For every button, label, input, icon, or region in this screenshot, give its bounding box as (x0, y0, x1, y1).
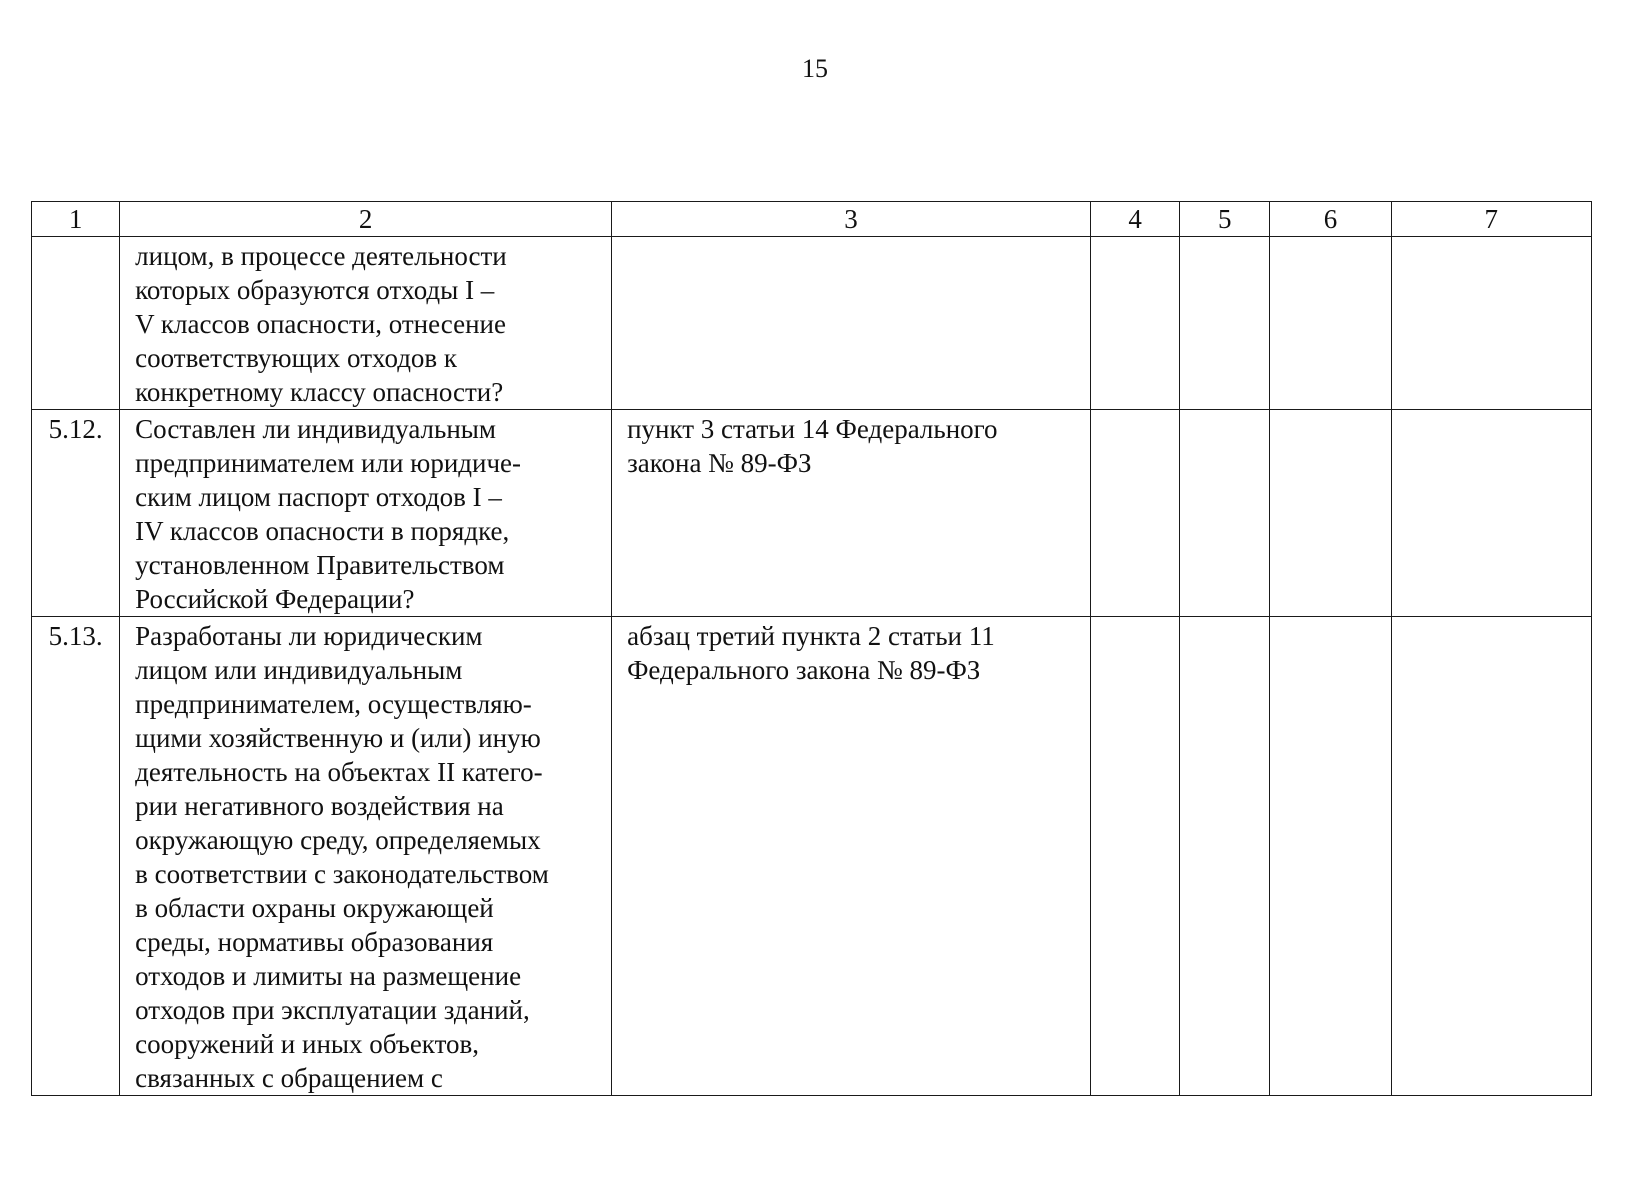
note-cell-7 (1391, 410, 1591, 617)
column-header-6: 6 (1270, 202, 1391, 237)
column-header-7: 7 (1391, 202, 1591, 237)
column-header-3: 3 (612, 202, 1091, 237)
answer-cell-6 (1270, 410, 1391, 617)
answer-cell-4 (1091, 237, 1180, 410)
column-header-5: 5 (1180, 202, 1270, 237)
note-cell-7 (1391, 617, 1591, 1096)
column-header-2: 2 (120, 202, 612, 237)
answer-cell-5 (1180, 237, 1270, 410)
answer-cell-5 (1180, 617, 1270, 1096)
item-legal-reference: абзац третий пункта 2 статьи 11 Федерального закона № 89-ФЗ (612, 617, 1091, 1096)
item-legal-reference (612, 237, 1091, 410)
header-row (32, 202, 1592, 237)
item-number (32, 237, 120, 410)
answer-cell-5 (1180, 410, 1270, 617)
checklist-table (31, 201, 1592, 1096)
table-row (32, 617, 1592, 1096)
column-header-1: 1 (32, 202, 120, 237)
item-number: 5.13. (32, 617, 120, 1096)
column-header-4: 4 (1091, 202, 1180, 237)
item-number: 5.12. (32, 410, 120, 617)
item-question: Разработаны ли юридическим лицом или индивидуальным предпринимателем, осуществляю- щими хозяйственную и (или) иную деятельность на объектах II катего- рии негативного воздействия на окружающую среду, определяемых в соответствии с законодательством в области охраны окружающей среды, нормативы образования отходов и лимиты на размещение отходов при эксплуатации зданий, сооружений и иных объектов, связанных с обращением с (120, 617, 612, 1096)
table-row (32, 237, 1592, 410)
item-question: Составлен ли индивидуальным предпринимателем или юридиче- ским лицом паспорт отходов I – IV классов опасности в порядке, установленном Правительством Российской Федерации? (120, 410, 612, 617)
item-legal-reference: пункт 3 статьи 14 Федерального закона № 89-ФЗ (612, 410, 1091, 617)
answer-cell-4 (1091, 617, 1180, 1096)
answer-cell-6 (1270, 617, 1391, 1096)
answer-cell-4 (1091, 410, 1180, 617)
page-number: 15 (802, 54, 828, 83)
item-question: лицом, в процессе деятельности которых образуются отходы I – V классов опасности, отнесение соответствующих отходов к конкретному классу опасности? (120, 237, 612, 410)
answer-cell-6 (1270, 237, 1391, 410)
note-cell-7 (1391, 237, 1591, 410)
table-row (32, 410, 1592, 617)
